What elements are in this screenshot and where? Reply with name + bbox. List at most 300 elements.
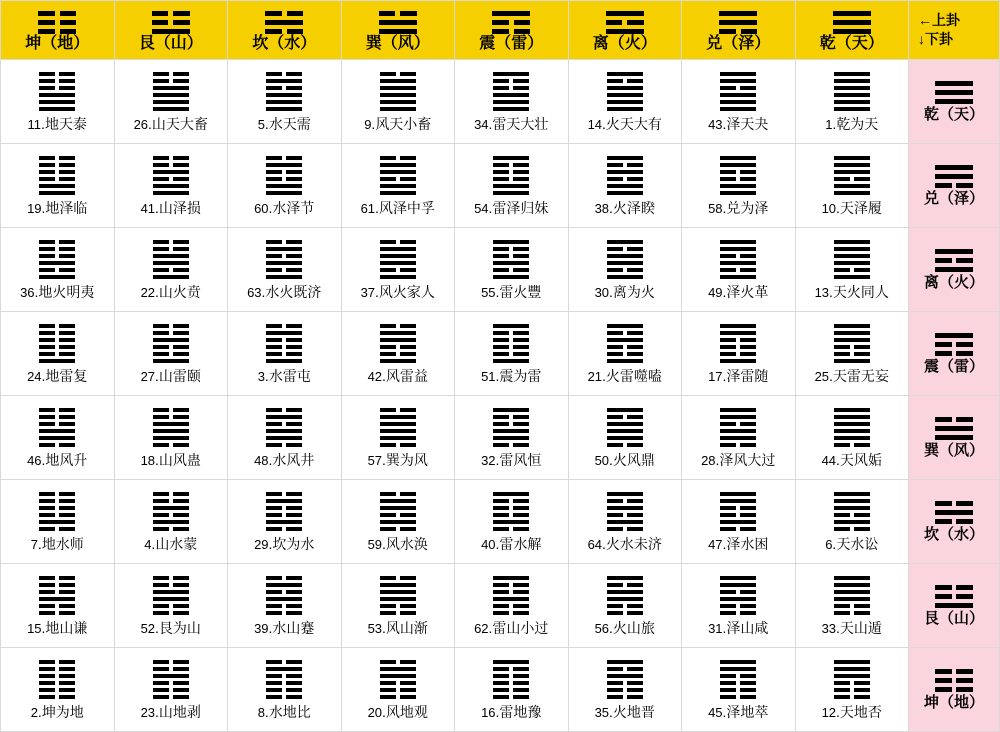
hexagram-cell[interactable] bbox=[568, 228, 682, 312]
hexagram-label: 4.山水蒙 bbox=[144, 535, 198, 552]
hexagram-label: 5.水天需 bbox=[257, 115, 311, 132]
hexagram-number: 62 bbox=[474, 620, 489, 636]
trigram-glyph bbox=[720, 576, 756, 615]
hexagram-name: 泽水困 bbox=[726, 535, 769, 552]
column-header-li bbox=[568, 1, 682, 60]
trigram-glyph bbox=[380, 660, 416, 699]
hexagram-cell[interactable] bbox=[114, 312, 228, 396]
hexagram-cell[interactable] bbox=[795, 60, 909, 144]
hexagram-name: 天水讼 bbox=[836, 535, 879, 552]
hexagram-cell[interactable] bbox=[568, 60, 682, 144]
hexagram-name: 雷天大壮 bbox=[492, 115, 549, 132]
hexagram-number: 21 bbox=[587, 368, 603, 384]
hexagram-number: 15 bbox=[27, 620, 42, 636]
hexagram-cell[interactable] bbox=[455, 648, 569, 732]
trigram-glyph bbox=[266, 240, 302, 279]
hexagram-number: 46 bbox=[27, 452, 42, 468]
hexagram-cell[interactable] bbox=[341, 396, 455, 480]
hexagram-number: 64 bbox=[587, 536, 603, 552]
hexagram-name: 水雷屯 bbox=[268, 367, 311, 384]
hexagram-name: 水山蹇 bbox=[272, 619, 315, 636]
trigram-glyph bbox=[380, 492, 416, 531]
trigram-glyph bbox=[607, 324, 643, 363]
column-header-xun bbox=[341, 1, 455, 60]
hexagram-label: 7.地水师 bbox=[30, 535, 84, 552]
hexagram-label: 34.雷天大壮 bbox=[474, 115, 549, 132]
hexagram-cell[interactable] bbox=[1, 648, 115, 732]
trigram-glyph bbox=[935, 165, 973, 188]
hexagram-name: 泽天夬 bbox=[726, 115, 769, 132]
trigram-glyph bbox=[607, 492, 643, 531]
trigram-glyph bbox=[266, 492, 302, 531]
hexagram-number: 5 bbox=[257, 116, 265, 132]
hexagram-number: 42 bbox=[367, 368, 383, 384]
hexagram-cell[interactable] bbox=[455, 144, 569, 228]
axis-legend-line2: ↓下卦 bbox=[918, 31, 953, 47]
hexagram-label: 59.风水涣 bbox=[367, 535, 428, 552]
trigram-glyph bbox=[152, 11, 190, 34]
table-row bbox=[1, 648, 1000, 732]
trigram-glyph bbox=[153, 408, 189, 447]
hexagram-cell[interactable] bbox=[1, 396, 115, 480]
column-header-kun bbox=[1, 1, 115, 60]
hexagram-number: 60 bbox=[254, 200, 269, 216]
hexagram-name: 山风蛊 bbox=[158, 451, 201, 468]
row-header-zhen bbox=[909, 312, 1000, 396]
hexagram-cell[interactable] bbox=[114, 396, 228, 480]
trigram-glyph bbox=[266, 324, 302, 363]
hexagram-number: 25 bbox=[814, 368, 830, 384]
hexagram-name: 地水师 bbox=[41, 535, 84, 552]
row-header-label: 坎（水） bbox=[923, 525, 984, 543]
hexagram-cell[interactable] bbox=[1, 144, 115, 228]
hexagram-label: 10.天泽履 bbox=[821, 199, 882, 216]
trigram-glyph bbox=[38, 11, 76, 34]
hexagram-cell[interactable] bbox=[455, 480, 569, 564]
hexagram-number: 13 bbox=[814, 284, 830, 300]
hexagram-cell[interactable] bbox=[228, 396, 342, 480]
trigram-glyph bbox=[39, 324, 75, 363]
row-header-gen bbox=[909, 564, 1000, 648]
row-header-label: 震（雷） bbox=[923, 357, 984, 375]
hexagram-name: 火山旅 bbox=[612, 619, 655, 636]
trigram-glyph bbox=[39, 492, 75, 531]
hexagram-name: 风雷益 bbox=[385, 367, 428, 384]
hexagram-number: 1 bbox=[825, 116, 833, 132]
table-row bbox=[1, 144, 1000, 228]
hexagram-cell[interactable] bbox=[114, 228, 228, 312]
hexagram-number: 52 bbox=[140, 620, 156, 636]
hexagram-cell[interactable] bbox=[341, 228, 455, 312]
hexagram-label: 8.水地比 bbox=[257, 703, 311, 720]
table-row bbox=[1, 60, 1000, 144]
hexagram-number: 26 bbox=[133, 116, 149, 132]
trigram-glyph bbox=[834, 240, 870, 279]
hexagram-label: 56.火山旅 bbox=[594, 619, 655, 636]
hexagram-label: 47.泽水困 bbox=[708, 535, 769, 552]
hexagram-cell[interactable] bbox=[228, 480, 342, 564]
hexagram-number: 35 bbox=[594, 704, 610, 720]
hexagram-cell[interactable] bbox=[341, 480, 455, 564]
trigram-glyph bbox=[266, 408, 302, 447]
trigram-glyph bbox=[720, 492, 756, 531]
hexagram-cell[interactable] bbox=[114, 648, 228, 732]
hexagram-label: 19.地泽临 bbox=[27, 199, 88, 216]
hexagram-cell[interactable] bbox=[568, 648, 682, 732]
hexagram-name: 天风姤 bbox=[839, 451, 882, 468]
hexagram-label: 63.水火既济 bbox=[247, 283, 322, 300]
hexagram-cell[interactable] bbox=[682, 480, 796, 564]
hexagram-cell[interactable] bbox=[114, 60, 228, 144]
hexagram-cell[interactable] bbox=[1, 312, 115, 396]
hexagram-name: 山地剥 bbox=[158, 703, 201, 720]
trigram-glyph bbox=[834, 576, 870, 615]
trigram-glyph bbox=[379, 11, 417, 34]
hexagram-cell[interactable] bbox=[455, 312, 569, 396]
trigram-glyph bbox=[493, 72, 529, 111]
hexagram-label: 53.风山渐 bbox=[367, 619, 428, 636]
hexagram-name: 天地否 bbox=[839, 703, 882, 720]
hexagram-cell[interactable] bbox=[114, 144, 228, 228]
hexagram-cell[interactable] bbox=[1, 480, 115, 564]
hexagram-cell[interactable] bbox=[114, 564, 228, 648]
hexagram-cell[interactable] bbox=[795, 564, 909, 648]
hexagram-cell[interactable] bbox=[682, 312, 796, 396]
trigram-glyph bbox=[935, 417, 973, 440]
hexagram-label: 38.火泽睽 bbox=[594, 199, 655, 216]
hexagram-name: 雷风恒 bbox=[499, 451, 542, 468]
hexagram-label: 35.火地晋 bbox=[594, 703, 655, 720]
hexagram-name: 天火同人 bbox=[832, 283, 889, 300]
hexagram-name: 地雷复 bbox=[45, 367, 88, 384]
hexagram-cell[interactable] bbox=[455, 228, 569, 312]
hexagram-number: 8 bbox=[257, 704, 265, 720]
hexagram-label: 39.水山蹇 bbox=[254, 619, 315, 636]
hexagram-name: 水地比 bbox=[268, 703, 311, 720]
trigram-glyph bbox=[39, 660, 75, 699]
trigram-glyph bbox=[493, 156, 529, 195]
hexagram-number: 11 bbox=[27, 116, 42, 132]
hexagram-cell[interactable] bbox=[682, 648, 796, 732]
hexagram-cell[interactable] bbox=[568, 312, 682, 396]
hexagram-number: 61 bbox=[360, 200, 376, 216]
hexagram-number: 29 bbox=[254, 536, 269, 552]
trigram-glyph bbox=[834, 156, 870, 195]
column-header-label: 离（火） bbox=[592, 34, 657, 52]
trigram-glyph bbox=[380, 240, 416, 279]
hexagram-number: 47 bbox=[708, 536, 723, 552]
hexagram-number: 43 bbox=[708, 116, 723, 132]
hexagram-cell[interactable] bbox=[455, 60, 569, 144]
hexagram-number: 34 bbox=[474, 116, 489, 132]
hexagram-cell[interactable] bbox=[1, 564, 115, 648]
hexagram-cell[interactable] bbox=[341, 648, 455, 732]
hexagram-name: 水火既济 bbox=[265, 283, 322, 300]
row-header-label: 兑（泽） bbox=[923, 189, 984, 207]
hexagram-name: 山雷颐 bbox=[158, 367, 201, 384]
trigram-glyph bbox=[720, 660, 756, 699]
hexagram-name: 山水蒙 bbox=[155, 535, 198, 552]
hexagram-label: 54.雷泽归妹 bbox=[474, 199, 549, 216]
hexagram-number: 37 bbox=[360, 284, 376, 300]
row-header-label: 坤（地） bbox=[923, 693, 984, 711]
trigram-glyph bbox=[834, 660, 870, 699]
hexagram-cell[interactable] bbox=[795, 396, 909, 480]
hexagram-label: 30.离为火 bbox=[594, 283, 655, 300]
hexagram-cell[interactable] bbox=[228, 228, 342, 312]
trigram-glyph bbox=[493, 660, 529, 699]
trigram-glyph bbox=[834, 72, 870, 111]
trigram-glyph bbox=[153, 156, 189, 195]
column-header-label: 巽（风） bbox=[365, 34, 430, 52]
hexagram-number: 57 bbox=[367, 452, 383, 468]
hexagram-label: 17.泽雷随 bbox=[708, 367, 769, 384]
hexagram-label: 28.泽风大过 bbox=[701, 451, 776, 468]
hexagram-number: 39 bbox=[254, 620, 269, 636]
hexagram-number: 53 bbox=[367, 620, 383, 636]
hexagram-name: 山泽损 bbox=[158, 199, 201, 216]
hexagram-name: 泽风大过 bbox=[719, 451, 776, 468]
row-header-kun bbox=[909, 648, 1000, 732]
row-header-dui bbox=[909, 144, 1000, 228]
hexagram-name: 地天泰 bbox=[44, 115, 87, 132]
trigram-glyph bbox=[39, 156, 75, 195]
column-header-label: 艮（山） bbox=[138, 34, 203, 52]
hexagram-number: 7 bbox=[30, 536, 38, 552]
hexagram-number: 23 bbox=[140, 704, 156, 720]
hexagram-label: 13.天火同人 bbox=[814, 283, 889, 300]
trigram-glyph bbox=[493, 324, 529, 363]
table-row bbox=[1, 564, 1000, 648]
hexagram-cell[interactable] bbox=[682, 60, 796, 144]
hexagram-label: 42.风雷益 bbox=[367, 367, 428, 384]
hexagram-label: 15.地山谦 bbox=[27, 619, 88, 636]
hexagram-name: 雷泽归妹 bbox=[492, 199, 549, 216]
hexagram-cell[interactable] bbox=[795, 228, 909, 312]
hexagram-number: 24 bbox=[27, 368, 42, 384]
hexagram-label: 51.震为雷 bbox=[481, 367, 542, 384]
trigram-glyph bbox=[153, 492, 189, 531]
hexagram-number: 48 bbox=[254, 452, 269, 468]
hexagram-number: 14 bbox=[587, 116, 603, 132]
hexagram-cell[interactable] bbox=[568, 564, 682, 648]
hexagram-cell[interactable] bbox=[341, 564, 455, 648]
trigram-glyph bbox=[153, 660, 189, 699]
hexagram-cell[interactable] bbox=[682, 228, 796, 312]
trigram-glyph bbox=[607, 240, 643, 279]
hexagram-label: 11.地天泰 bbox=[27, 115, 87, 132]
trigram-glyph bbox=[380, 576, 416, 615]
trigram-glyph bbox=[720, 72, 756, 111]
trigram-glyph bbox=[266, 576, 302, 615]
column-header-gen bbox=[114, 1, 228, 60]
trigram-glyph bbox=[153, 240, 189, 279]
hexagram-cell[interactable] bbox=[455, 564, 569, 648]
hexagram-number: 36 bbox=[20, 284, 35, 300]
hexagram-cell[interactable] bbox=[795, 480, 909, 564]
trigram-glyph bbox=[935, 585, 973, 608]
hexagram-number: 49 bbox=[708, 284, 723, 300]
trigram-glyph bbox=[719, 11, 757, 34]
hexagram-number: 59 bbox=[367, 536, 383, 552]
hexagram-number: 41 bbox=[140, 200, 156, 216]
hexagram-label: 25.天雷无妄 bbox=[814, 367, 889, 384]
trigram-glyph bbox=[380, 324, 416, 363]
hexagram-cell[interactable] bbox=[568, 396, 682, 480]
hexagram-cell[interactable] bbox=[341, 144, 455, 228]
trigram-glyph bbox=[834, 492, 870, 531]
trigram-glyph bbox=[153, 72, 189, 111]
hexagram-name: 雷火豐 bbox=[499, 283, 542, 300]
hexagram-name: 火水未济 bbox=[605, 535, 662, 552]
hexagram-name: 风火家人 bbox=[378, 283, 435, 300]
hexagram-name: 泽雷随 bbox=[726, 367, 769, 384]
trigram-glyph bbox=[380, 408, 416, 447]
hexagram-number: 44 bbox=[821, 452, 837, 468]
hexagram-label: 55.雷火豐 bbox=[481, 283, 542, 300]
hexagram-cell[interactable] bbox=[341, 312, 455, 396]
hexagram-label: 37.风火家人 bbox=[360, 283, 435, 300]
hexagram-label: 27.山雷颐 bbox=[140, 367, 201, 384]
hexagram-label: 58.兑为泽 bbox=[708, 199, 769, 216]
table-row bbox=[1, 228, 1000, 312]
hexagram-cell[interactable] bbox=[228, 144, 342, 228]
hexagram-number: 16 bbox=[481, 704, 496, 720]
hexagram-cell[interactable] bbox=[114, 480, 228, 564]
column-header-label: 坤（地） bbox=[25, 34, 90, 52]
row-header-qian bbox=[909, 60, 1000, 144]
hexagram-label: 12.天地否 bbox=[821, 703, 882, 720]
hexagram-label: 45.泽地萃 bbox=[708, 703, 769, 720]
hexagram-cell[interactable] bbox=[341, 60, 455, 144]
column-header-label: 震（雷） bbox=[479, 34, 544, 52]
hexagram-name: 地风升 bbox=[45, 451, 88, 468]
hexagram-cell[interactable] bbox=[682, 144, 796, 228]
trigram-glyph bbox=[39, 240, 75, 279]
hexagram-name: 火风鼎 bbox=[612, 451, 655, 468]
trigram-glyph bbox=[39, 576, 75, 615]
hexagram-label: 40.雷水解 bbox=[481, 535, 542, 552]
hexagram-name: 山天大畜 bbox=[151, 115, 208, 132]
hexagram-name: 乾为天 bbox=[836, 115, 879, 132]
row-header-label: 艮（山） bbox=[923, 609, 984, 627]
hexagram-name: 雷山小过 bbox=[492, 619, 549, 636]
hexagram-label: 36.地火明夷 bbox=[20, 283, 95, 300]
hexagram-number: 28 bbox=[701, 452, 716, 468]
trigram-glyph bbox=[380, 72, 416, 111]
hexagram-label: 44.天风姤 bbox=[821, 451, 882, 468]
hexagram-number: 18 bbox=[140, 452, 156, 468]
hexagram-name: 雷地豫 bbox=[499, 703, 542, 720]
hexagram-number: 2 bbox=[30, 704, 38, 720]
hexagram-number: 17 bbox=[708, 368, 723, 384]
table-row bbox=[1, 312, 1000, 396]
trigram-glyph bbox=[720, 408, 756, 447]
column-header-label: 坎（水） bbox=[252, 34, 317, 52]
hexagram-cell[interactable] bbox=[228, 60, 342, 144]
hexagram-name: 火天大有 bbox=[605, 115, 662, 132]
hexagram-number: 50 bbox=[594, 452, 610, 468]
hexagram-cell[interactable] bbox=[682, 396, 796, 480]
hexagram-label: 16.雷地豫 bbox=[481, 703, 542, 720]
hexagram-label: 60.水泽节 bbox=[254, 199, 315, 216]
hexagram-name: 风泽中孚 bbox=[378, 199, 435, 216]
trigram-glyph bbox=[607, 660, 643, 699]
column-header-kan bbox=[228, 1, 342, 60]
hexagram-number: 20 bbox=[367, 704, 383, 720]
hexagram-cell[interactable] bbox=[682, 564, 796, 648]
hexagram-number: 12 bbox=[821, 704, 837, 720]
hexagram-cell[interactable] bbox=[228, 564, 342, 648]
hexagram-label: 23.山地剥 bbox=[140, 703, 201, 720]
hexagram-cell[interactable] bbox=[795, 312, 909, 396]
trigram-glyph bbox=[266, 660, 302, 699]
trigram-glyph bbox=[935, 249, 973, 272]
column-header-dui bbox=[682, 1, 796, 60]
hexagram-name: 震为雷 bbox=[499, 367, 542, 384]
hexagram-number: 27 bbox=[140, 368, 156, 384]
trigram-glyph bbox=[935, 669, 973, 692]
hexagram-cell[interactable] bbox=[228, 312, 342, 396]
hexagram-name: 坤为地 bbox=[41, 703, 84, 720]
hexagram-label: 21.火雷噬嗑 bbox=[587, 367, 662, 384]
hexagram-name: 风天小畜 bbox=[375, 115, 432, 132]
hexagram-cell[interactable] bbox=[1, 60, 115, 144]
trigram-glyph bbox=[607, 576, 643, 615]
trigram-glyph bbox=[935, 501, 973, 524]
hexagram-label: 20.风地观 bbox=[367, 703, 428, 720]
trigram-glyph bbox=[607, 72, 643, 111]
hexagram-cell[interactable] bbox=[795, 648, 909, 732]
row-header-xun bbox=[909, 396, 1000, 480]
hexagram-cell[interactable] bbox=[455, 396, 569, 480]
hexagram-label: 3.水雷屯 bbox=[257, 367, 311, 384]
hexagram-number: 40 bbox=[481, 536, 496, 552]
hexagram-name: 兑为泽 bbox=[726, 199, 769, 216]
hexagram-name: 地山谦 bbox=[45, 619, 88, 636]
hexagram-label: 33.天山遁 bbox=[821, 619, 882, 636]
row-header-label: 巽（风） bbox=[923, 441, 984, 459]
hexagram-name: 风地观 bbox=[385, 703, 428, 720]
hexagram-number: 30 bbox=[594, 284, 610, 300]
trigram-glyph bbox=[834, 324, 870, 363]
hexagram-name: 风水涣 bbox=[385, 535, 428, 552]
hexagram-name: 水泽节 bbox=[272, 199, 315, 216]
trigram-glyph bbox=[607, 156, 643, 195]
hexagram-cell[interactable] bbox=[568, 144, 682, 228]
trigram-glyph bbox=[493, 240, 529, 279]
hexagram-cell[interactable] bbox=[795, 144, 909, 228]
hexagram-cell[interactable] bbox=[228, 648, 342, 732]
hexagram-name: 天山遁 bbox=[839, 619, 882, 636]
trigram-glyph bbox=[493, 408, 529, 447]
hexagram-name: 火地晋 bbox=[612, 703, 655, 720]
hexagram-number: 56 bbox=[594, 620, 610, 636]
hexagram-name: 雷水解 bbox=[499, 535, 542, 552]
hexagram-number: 10 bbox=[821, 200, 837, 216]
hexagram-cell[interactable] bbox=[568, 480, 682, 564]
hexagram-number: 33 bbox=[821, 620, 837, 636]
hexagram-label: 48.水风井 bbox=[254, 451, 315, 468]
row-header-label: 乾（天） bbox=[923, 105, 984, 123]
hexagram-number: 55 bbox=[481, 284, 496, 300]
hexagram-label: 24.地雷复 bbox=[27, 367, 88, 384]
hexagram-name: 巽为风 bbox=[385, 451, 428, 468]
hexagram-cell[interactable] bbox=[1, 228, 115, 312]
hexagram-label: 6.天水讼 bbox=[825, 535, 879, 552]
hexagram-label: 26.山天大畜 bbox=[133, 115, 208, 132]
hexagram-number: 38 bbox=[594, 200, 610, 216]
